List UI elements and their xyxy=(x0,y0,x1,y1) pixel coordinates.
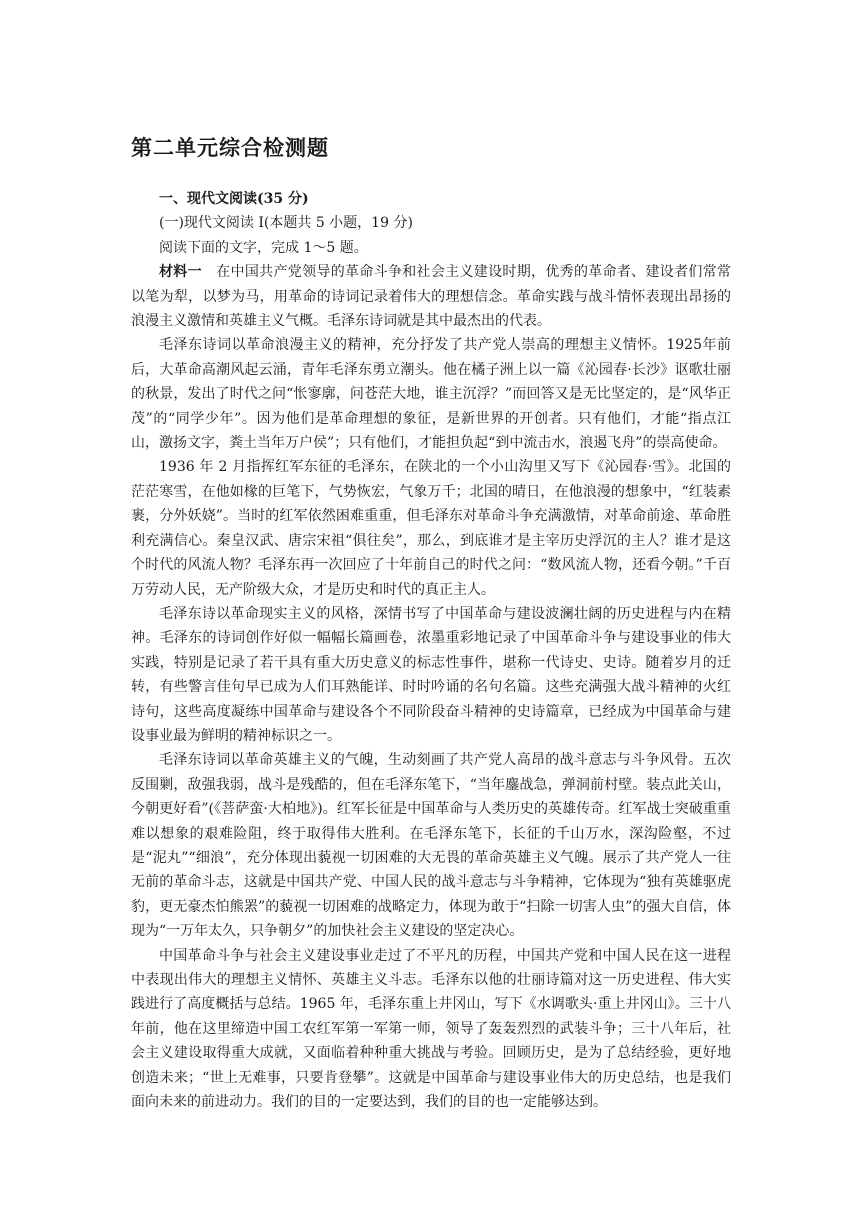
document-body xyxy=(131,187,731,1114)
reading-instruction: 阅读下面的文字，完成 1～5 题。 xyxy=(159,239,368,256)
paragraph: 毛泽东诗词以革命浪漫主义的精神，充分抒发了共产党人崇高的理想主义情怀。1925年前后，大革命高潮风起云涌，青年毛泽东勇立潮头。他在橘子洲上以一篇《沁园春·长沙》讴歌壮丽的秋景，发出了时代之问“怅寥廓，问苍茫大地，谁主沉浮？”而回答又是无比坚定的，是“风华正茂”的“同学少年”。因为他们是革命理想的象征，是新世界的开创者。只有他们，才能“指点江山，激扬文字，粪土当年万户侯”；只有他们，才能担负起“到中流击水，浪遏飞舟”的崇高使命。 xyxy=(131,337,731,452)
paragraph xyxy=(131,260,731,333)
section-subheading: (一)现代文阅读 I(本题共 5 小题，19 分) xyxy=(159,215,413,232)
document-title: 第二单元综合检测题 xyxy=(131,136,329,160)
paragraph: 毛泽东诗以革命现实主义的风格，深情书写了中国革命与建设波澜壮阔的历史进程与内在精神。毛泽东的诗词创作好似一幅幅长篇画卷，浓墨重彩地记录了中国革命斗争与建设事业的伟大实践，特别是记录了若干具有重大历史意义的标志性事件，堪称一代诗史、史诗。随着岁月的迁转，有些警言佳句早已成为人们耳熟能详、时时吟诵的名句名篇。这些充满强大战斗精神的火红诗句，这些高度凝练中国革命与建设各个不同阶段奋斗精神的史诗篇章，已经成为中国革命与建设事业最为鲜明的精神标识之一。 xyxy=(131,605,731,744)
paragraph: 中国革命斗争与社会主义建设事业走过了不平凡的历程，中国共产党和中国人民在这一进程中表现出伟大的理想主义情怀、英雄主义斗志。毛泽东以他的壮丽诗篇对这一历史进程、伟大实践进行了高度概括与总结。1965 年，毛泽东重上井冈山，写下《水调歌头·重上井冈山》。三十八年前，他在这里缔造中国工农红军第一军第一师，领导了轰轰烈烈的武装斗争；三十八年后，社会主义建设取得重大成就，又面临着种种重大挑战与考验。回顾历史，是为了总结经验，更好地创造未来；“世上无难事，只要肯登攀”。这就是中国革命与建设事业伟大的历史总结，也是我们面向未来的前进动力。我们的目的一定要达到，我们的目的也一定能够达到。 xyxy=(131,947,731,1111)
material-label: 材料一 xyxy=(159,264,202,281)
paragraph: 1936 年 2 月指挥红军东征的毛泽东，在陕北的一个小山沟里又写下《沁园春·雪》。北国的茫茫寒雪，在他如椽的巨笔下，气势恢宏，气象万千；北国的晴日，在他浪漫的想象中，“红装素裹，分外妖娆”。当时的红军依然困难重重，但毛泽东对革命斗争充满激情，对革命前途、革命胜利充满信心。秦皇汉武、唐宗宋祖“俱往矣”，那么，到底谁才是主宰历史浮沉的主人？谁才是这个时代的风流人物？毛泽东再一次回应了十年前自己的时代之问：“数风流人物，还看今朝。”千百万劳动人民，无产阶级大众，才是历史和时代的真正主人。 xyxy=(131,459,731,598)
section-heading: 一、现代文阅读(35 分) xyxy=(159,191,309,207)
paragraph-text: 在中国共产党领导的革命斗争和社会主义建设时期，优秀的革命者、建设者们常常以笔为犁，以梦为马，用革命的诗词记录着伟大的理想信念。革命实践与战斗情怀表现出昂扬的浪漫主义激情和英雄主义气概。毛泽东诗词就是其中最杰出的代表。 xyxy=(131,264,732,330)
paragraph: 毛泽东诗词以革命英雄主义的气魄，生动刻画了共产党人高昂的战斗意志与斗争风骨。五次反围剿，敌强我弱，战斗是残酷的，但在毛泽东笔下，“当年鏖战急，弹洞前村壁。装点此关山，今朝更好看”(《菩萨蛮·大柏地》)。红军长征是中国革命与人类历史的英雄传奇。红军战士突破重重难以想象的艰难险阻，终于取得伟大胜利。在毛泽东笔下，长征的千山万水，深沟险壑，不过是“泥丸”“细浪”，充分体现出藐视一切困难的大无畏的革命英雄主义气魄。展示了共产党人一往无前的革命斗志，这就是中国共产党、中国人民的战斗意志与斗争精神，它体现为“独有英雄驱虎豹，更无豪杰怕熊罴”的藐视一切困难的战略定力，体现为敢于“扫除一切害人虫”的强大自信，体现为“一万年太久，只争朝夕”的加快社会主义建设的坚定决心。 xyxy=(131,752,731,940)
